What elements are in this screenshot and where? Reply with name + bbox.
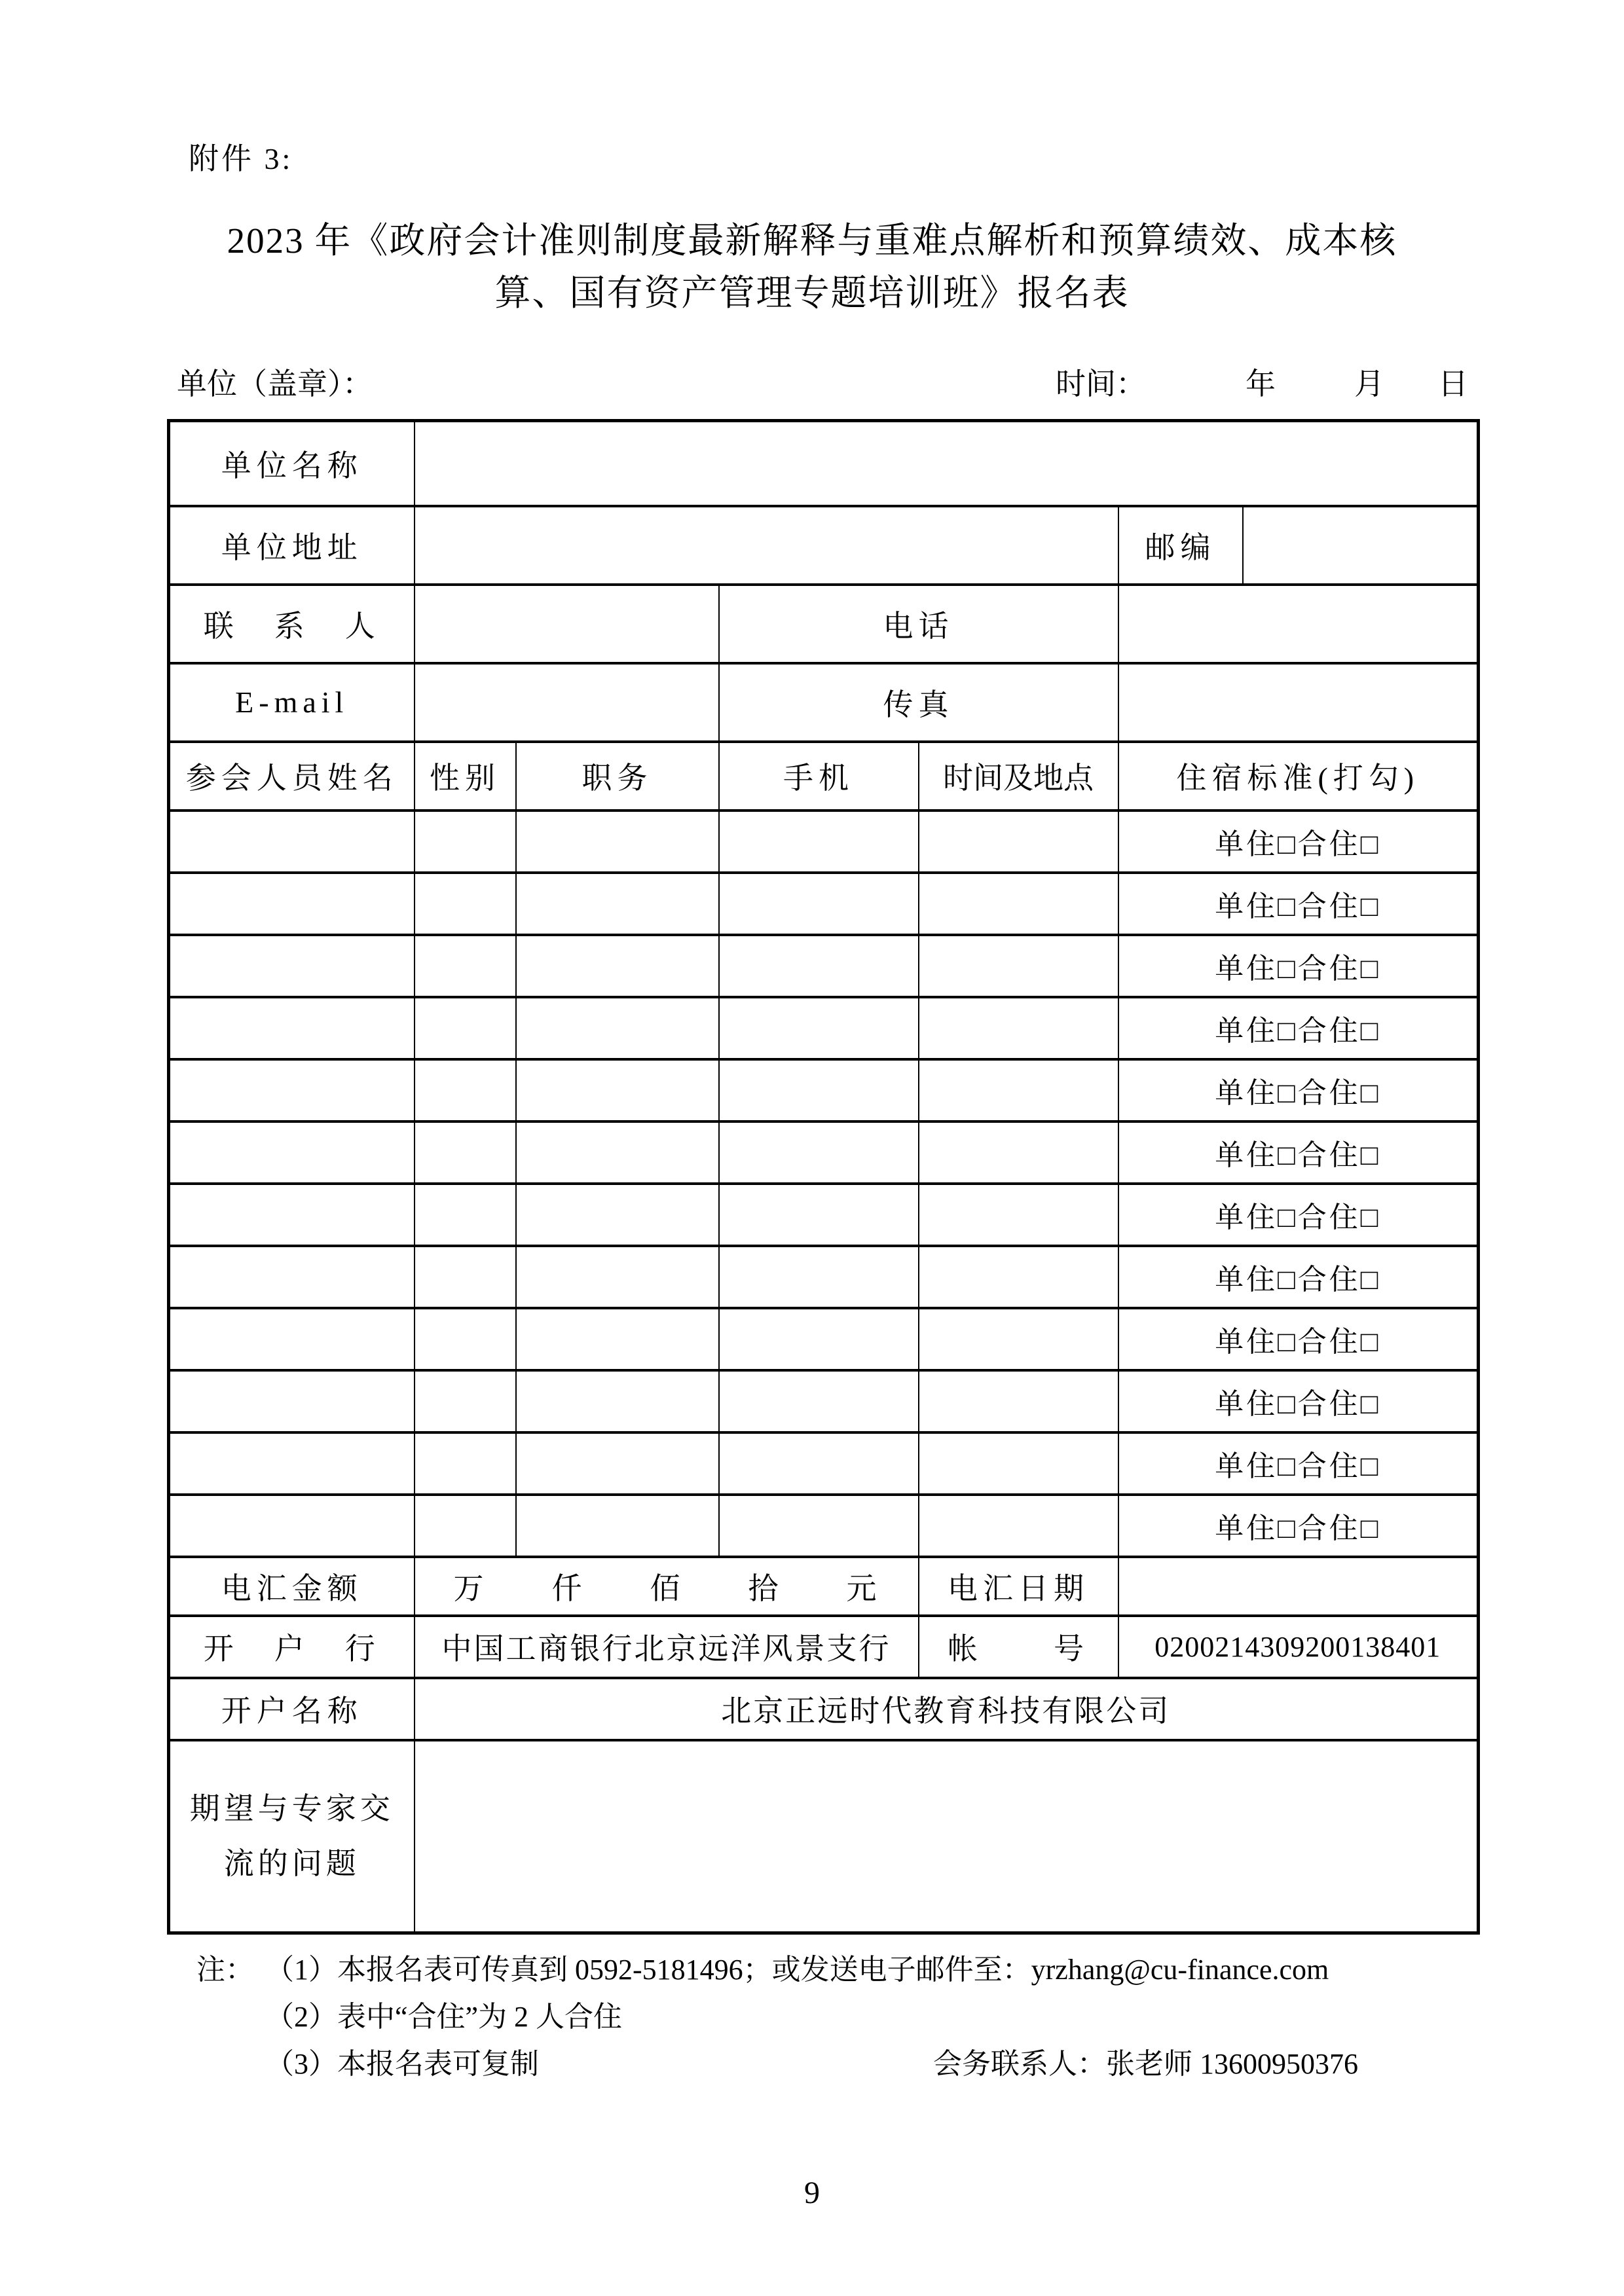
participant-mobile-field[interactable] [719,1370,919,1432]
participant-row [169,811,1479,873]
participant-time-place-field[interactable] [919,1495,1118,1557]
email-row [169,663,1479,742]
expectations-label-line1: 期望与专家交 [189,1791,394,1825]
participant-name-field[interactable] [169,935,415,997]
participant-time-place-field[interactable] [919,1059,1118,1121]
participant-time-place-field[interactable] [919,997,1118,1059]
participant-name-field[interactable] [169,1246,415,1308]
participant-time-place-field[interactable] [919,1121,1118,1184]
doc-title [92,215,1532,319]
postcode-label: 邮编 [1118,506,1243,585]
participant-time-place-field[interactable] [919,1370,1118,1432]
fax-label: 传真 [719,663,1118,742]
participants-header-row [169,742,1479,811]
participant-position-field[interactable] [516,1121,719,1184]
account-label: 帐 号 [919,1616,1118,1678]
participant-name-field[interactable] [169,997,415,1059]
participant-mobile-field[interactable] [719,1184,919,1246]
participant-position-field[interactable] [516,1308,719,1370]
participant-mobile-field[interactable] [719,1495,919,1557]
conference-contact: 会务联系人：张老师 13600950376 [933,2048,1358,2080]
doc-title-line2: 算、国有资产管理专题培训班》报名表 [494,273,1130,313]
participant-time-place-field[interactable] [919,935,1118,997]
participant-name-field[interactable] [169,1370,415,1432]
participant-row [169,1432,1479,1495]
participant-name-field[interactable] [169,1495,415,1557]
bank-name: 中国工商银行北京远洋风景支行 [415,1616,919,1678]
participant-row [169,1184,1479,1246]
wire-amount-units: 万 仟 佰 拾 元 [415,1557,919,1616]
participant-position-field[interactable] [516,1495,719,1557]
fax-field[interactable] [1118,663,1479,742]
participant-gender-field[interactable] [415,1370,516,1432]
participant-mobile-field[interactable] [719,873,919,935]
month-label: 月 [1354,367,1384,401]
participant-gender-field[interactable] [415,811,516,873]
participant-time-place-field[interactable] [919,1184,1118,1246]
unit-seal-label: 单位（盖章）： [177,367,373,401]
accommodation-options[interactable]: 单住□合住□ [1118,1059,1479,1121]
unit-address-label: 单位地址 [169,506,415,585]
expectations-row [169,1740,1479,1933]
contact-field[interactable] [415,585,719,663]
bank-label: 开 户 行 [169,1616,415,1678]
participant-position-field[interactable] [516,1246,719,1308]
participant-gender-field[interactable] [415,1246,516,1308]
accommodation-options[interactable]: 单住□合住□ [1118,997,1479,1059]
participant-position-field[interactable] [516,873,719,935]
unit-address-field[interactable] [415,506,1118,585]
participant-name-field[interactable] [169,1308,415,1370]
participant-position-field[interactable] [516,1432,719,1495]
participant-gender-field[interactable] [415,1432,516,1495]
participant-gender-field[interactable] [415,1121,516,1184]
participant-time-place-field[interactable] [919,1432,1118,1495]
phone-field[interactable] [1118,585,1479,663]
day-label: 日 [1438,367,1468,401]
participant-row [169,997,1479,1059]
participant-time-place-field[interactable] [919,1246,1118,1308]
note-item-2: （2）表中“合住”为 2 人合住 [265,2001,623,2033]
participant-mobile-field[interactable] [719,1059,919,1121]
unit-name-field[interactable] [415,421,1479,506]
accommodation-options[interactable]: 单住□合住□ [1118,1246,1479,1308]
unit-name-row [169,421,1479,506]
year-label: 年 [1246,367,1276,401]
note-item-3: （3）本报名表可复制 [265,2048,539,2080]
participants-header-position: 职务 [516,742,719,811]
participant-mobile-field[interactable] [719,1121,919,1184]
accommodation-options[interactable]: 单住□合住□ [1118,1432,1479,1495]
wire-date-field[interactable] [1118,1557,1479,1616]
participant-gender-field[interactable] [415,997,516,1059]
participant-time-place-field[interactable] [919,873,1118,935]
doc-title-line1: 2023 年《政府会计准则制度最新解释与重难点解析和预算绩效、成本核 [227,221,1397,261]
participant-mobile-field[interactable] [719,935,919,997]
participant-position-field[interactable] [516,935,719,997]
participant-mobile-field[interactable] [719,1432,919,1495]
email-label: E-mail [169,663,415,742]
expectations-label-line2: 流的问题 [223,1846,360,1880]
page-number: 9 [804,2176,820,2210]
expectations-field[interactable] [415,1740,1479,1933]
participant-mobile-field[interactable] [719,811,919,873]
phone-label: 电话 [719,585,1118,663]
participant-name-field[interactable] [169,873,415,935]
participant-row [169,1370,1479,1432]
accommodation-options[interactable]: 单住□合住□ [1118,1308,1479,1370]
contact-row [169,585,1479,663]
participant-time-place-field[interactable] [919,1308,1118,1370]
registration-table [167,419,1480,1935]
participant-position-field[interactable] [516,1370,719,1432]
accommodation-options[interactable]: 单住□合住□ [1118,935,1479,997]
wire-amount-row [169,1557,1479,1616]
participants-header-time-place: 时间及地点 [919,742,1118,811]
accommodation-options[interactable]: 单住□合住□ [1118,1121,1479,1184]
participant-gender-field[interactable] [415,873,516,935]
participant-time-place-field[interactable] [919,811,1118,873]
participant-gender-field[interactable] [415,1308,516,1370]
accommodation-options[interactable]: 单住□合住□ [1118,1495,1479,1557]
participant-gender-field[interactable] [415,1495,516,1557]
accommodation-options[interactable]: 单住□合住□ [1118,1184,1479,1246]
participant-gender-field[interactable] [415,935,516,997]
unit-address-row [169,506,1479,585]
postcode-field[interactable] [1243,506,1479,585]
account-number: 0200214309200138401 [1118,1616,1479,1678]
participant-row [169,1495,1479,1557]
participant-position-field[interactable] [516,811,719,873]
participant-name-field[interactable] [169,1184,415,1246]
participant-row [169,1059,1479,1121]
participant-gender-field[interactable] [415,1184,516,1246]
participant-name-field[interactable] [169,1121,415,1184]
participant-row [169,1121,1479,1184]
participant-position-field[interactable] [516,1059,719,1121]
note-item-1: （1）本报名表可传真到 0592-5181496；或发送电子邮件至：yrzhang@cu-finance.com [265,1954,1329,1986]
participant-name-field[interactable] [169,1432,415,1495]
bank-row [169,1616,1479,1678]
note-label: 注： [196,1954,254,1986]
account-name: 北京正远时代教育科技有限公司 [415,1678,1479,1740]
participant-name-field[interactable] [169,1059,415,1121]
participants-header-name: 参会人员姓名 [169,742,415,811]
participant-mobile-field[interactable] [719,1246,919,1308]
participant-mobile-field[interactable] [719,1308,919,1370]
accommodation-options[interactable]: 单住□合住□ [1118,811,1479,873]
accommodation-options[interactable]: 单住□合住□ [1118,1370,1479,1432]
attachment-label: 附件 3: [189,142,293,175]
accommodation-options[interactable]: 单住□合住□ [1118,873,1479,935]
participant-position-field[interactable] [516,1184,719,1246]
participant-mobile-field[interactable] [719,997,919,1059]
expectations-label [169,1740,415,1933]
contact-label: 联 系 人 [169,585,415,663]
account-name-row [169,1678,1479,1740]
participants-header-accommodation: 住宿标准(打勾) [1118,742,1479,811]
time-label: 时间： [1056,367,1146,401]
participant-gender-field[interactable] [415,1059,516,1121]
participants-header-mobile: 手机 [719,742,919,811]
email-field[interactable] [415,663,719,742]
participant-row [169,873,1479,935]
meta-row [0,360,1624,402]
unit-name-label: 单位名称 [169,421,415,506]
account-name-label: 开户名称 [169,1678,415,1740]
participant-row [169,935,1479,997]
wire-amount-label: 电汇金额 [169,1557,415,1616]
participant-position-field[interactable] [516,997,719,1059]
participant-name-field[interactable] [169,811,415,873]
participants-header-gender: 性别 [415,742,516,811]
wire-date-label: 电汇日期 [919,1557,1118,1616]
participant-row [169,1308,1479,1370]
participant-row [169,1246,1479,1308]
